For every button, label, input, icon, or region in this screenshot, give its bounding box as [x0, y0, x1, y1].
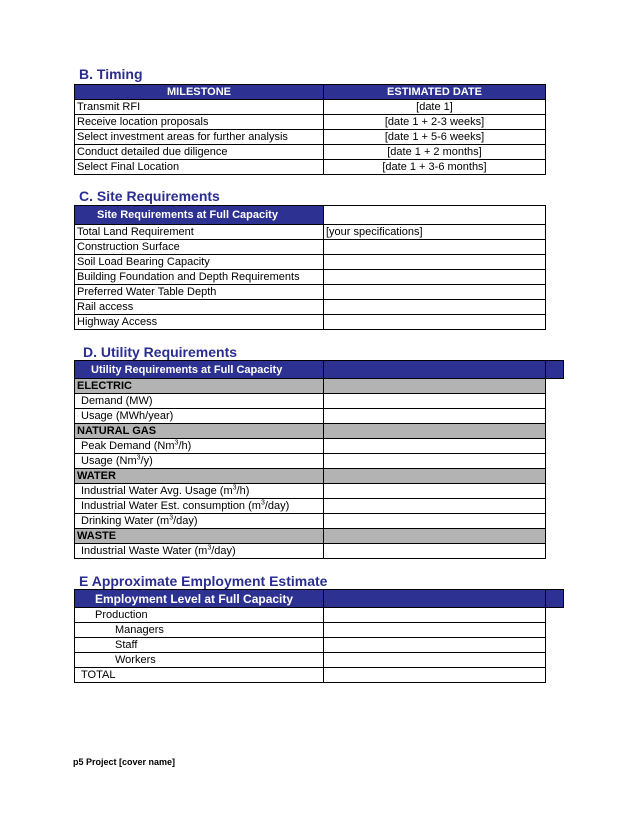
utility-item: Usage (Nm$^3$/y)	[75, 454, 324, 469]
milestone-cell: Conduct detailed due diligence	[75, 145, 324, 160]
group-row-water	[75, 469, 564, 484]
site-header-row	[75, 206, 546, 225]
table-row	[75, 608, 564, 623]
group-row-waste	[75, 529, 564, 544]
table-row	[75, 484, 564, 499]
date-cell: [date 1 + 3-6 months]	[324, 160, 546, 175]
table-row	[75, 544, 564, 559]
table-row	[75, 160, 546, 175]
table-row	[75, 514, 564, 529]
table-row	[75, 653, 564, 668]
utility-item: Usage (MWh/year)	[75, 409, 324, 424]
spec-cell	[324, 315, 546, 330]
date-cell: [date 1 + 2-3 weeks]	[324, 115, 546, 130]
employment-header-fill	[546, 590, 564, 608]
employment-header: Employment Level at Full Capacity	[75, 590, 324, 608]
employment-table	[74, 589, 564, 683]
timing-table	[74, 84, 546, 175]
date-cell: [date 1 + 5-6 weeks]	[324, 130, 546, 145]
spec-cell	[324, 270, 546, 285]
table-row	[75, 315, 546, 330]
requirement-cell: Highway Access	[75, 315, 324, 330]
site-title: C. Site Requirements	[79, 188, 220, 204]
requirement-cell: Soil Load Bearing Capacity	[75, 255, 324, 270]
table-row	[75, 623, 564, 638]
milestone-cell: Select Final Location	[75, 160, 324, 175]
spec-cell	[324, 285, 546, 300]
group-label: ELECTRIC	[75, 379, 324, 394]
utility-header-fill	[546, 361, 564, 379]
employment-item: Managers	[75, 623, 324, 638]
spec-cell	[324, 300, 546, 315]
table-row	[75, 225, 546, 240]
utility-header-row	[75, 361, 564, 379]
table-row	[75, 255, 546, 270]
employment-header-fill	[324, 590, 546, 608]
requirement-cell: Rail access	[75, 300, 324, 315]
site-header: Site Requirements at Full Capacity	[75, 206, 324, 225]
table-row	[75, 285, 546, 300]
utility-header: Utility Requirements at Full Capacity	[75, 361, 324, 379]
milestone-cell: Select investment areas for further analysis	[75, 130, 324, 145]
group-row-electric	[75, 379, 564, 394]
spec-cell	[324, 255, 546, 270]
group-label: WATER	[75, 469, 324, 484]
requirement-cell: Construction Surface	[75, 240, 324, 255]
utility-item: Industrial Water Avg. Usage $(m^3/h)$	[75, 484, 324, 499]
employment-title: E Approximate Employment Estimate	[79, 573, 328, 589]
table-row	[75, 499, 564, 514]
table-row	[75, 115, 546, 130]
group-label: NATURAL GAS	[75, 424, 324, 439]
milestone-header: MILESTONE	[75, 85, 324, 100]
site-table	[74, 205, 546, 330]
utility-table	[74, 360, 564, 559]
utility-item: Peak Demand (Nm$^3$/h)	[75, 439, 324, 454]
table-row	[75, 300, 546, 315]
page-footer: p5 Project [cover name]	[73, 757, 176, 767]
utility-header-fill	[324, 361, 546, 379]
estimated-date-header: ESTIMATED DATE	[324, 85, 546, 100]
table-row	[75, 454, 564, 469]
spec-cell	[324, 240, 546, 255]
table-row	[75, 100, 546, 115]
spec-cell: [your specifications]	[324, 225, 546, 240]
site-header-empty	[324, 206, 546, 225]
employment-header-row	[75, 590, 564, 608]
table-row	[75, 439, 564, 454]
utility-item: Demand (MW)	[75, 394, 324, 409]
utility-item: Industrial Water Est. consumption $(m^3/day)$	[75, 499, 324, 514]
date-cell: [date 1 + 2 months]	[324, 145, 546, 160]
table-row	[75, 145, 546, 160]
employment-item: Staff	[75, 638, 324, 653]
timing-header-row	[75, 85, 546, 100]
table-row	[75, 270, 546, 285]
table-row	[75, 409, 564, 424]
requirement-cell: Building Foundation and Depth Requirements	[75, 270, 324, 285]
table-row	[75, 638, 564, 653]
employment-total: TOTAL	[75, 668, 324, 683]
date-cell: [date 1]	[324, 100, 546, 115]
employment-item: Workers	[75, 653, 324, 668]
milestone-cell: Transmit RFI	[75, 100, 324, 115]
requirement-cell: Preferred Water Table Depth	[75, 285, 324, 300]
group-row-gas	[75, 424, 564, 439]
utility-item: Industrial Waste Water $(m^3/day)$	[75, 544, 324, 559]
table-row	[75, 668, 564, 683]
milestone-cell: Receive location proposals	[75, 115, 324, 130]
table-row	[75, 394, 564, 409]
requirement-cell: Total Land Requirement	[75, 225, 324, 240]
table-row	[75, 130, 546, 145]
utility-item: Drinking Water $(m^3/day)$	[75, 514, 324, 529]
employment-item: Production	[75, 608, 324, 623]
table-row	[75, 240, 546, 255]
timing-title: B. Timing	[79, 66, 143, 82]
group-label: WASTE	[75, 529, 324, 544]
utility-title: D. Utility Requirements	[83, 344, 238, 360]
